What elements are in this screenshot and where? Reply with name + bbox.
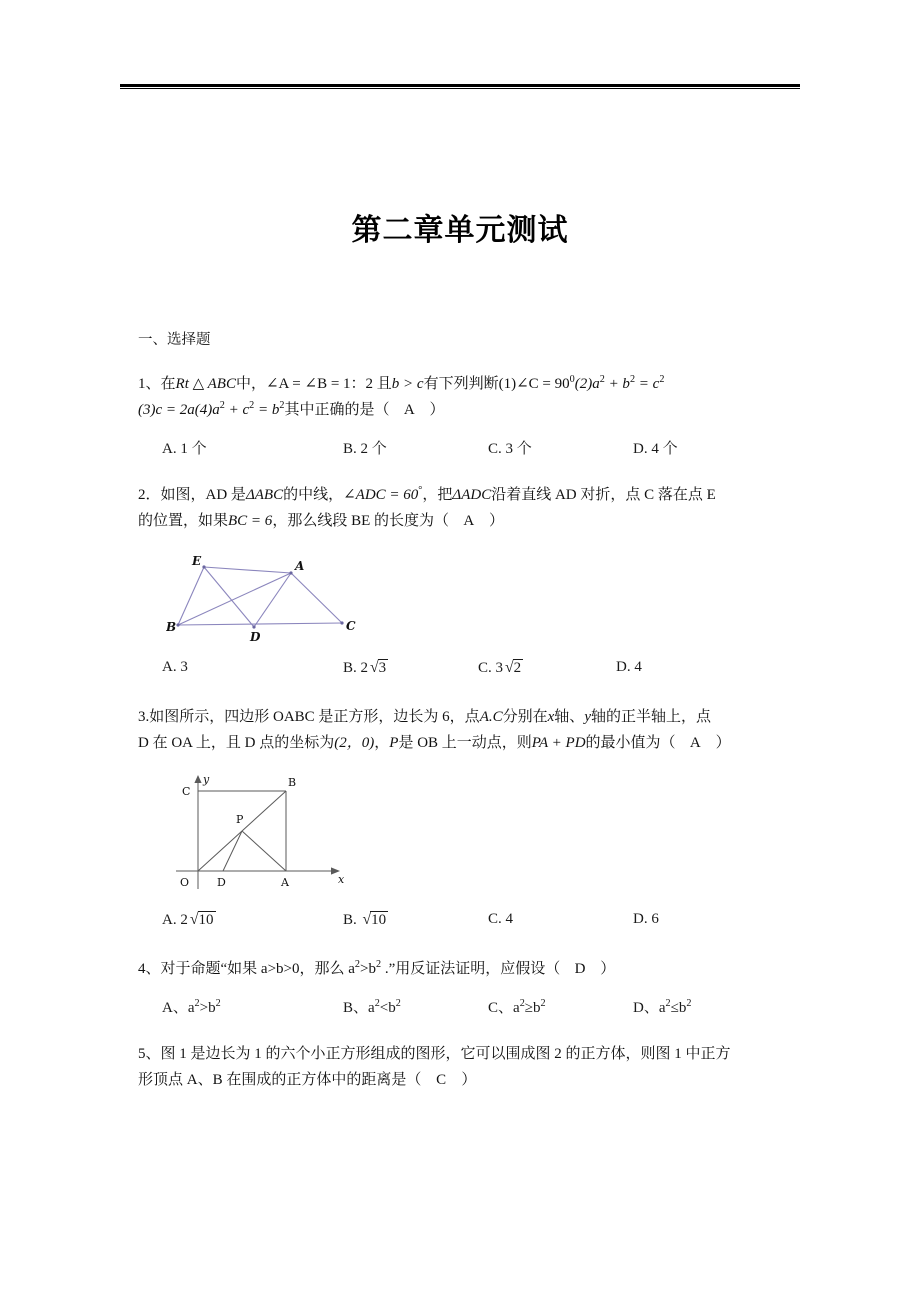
question-3-text-g: 是 OB 上一动点，则	[398, 734, 532, 751]
question-1-text-a: 在	[160, 375, 176, 392]
option-base1: a	[513, 1000, 520, 1017]
option-coefficient: 3	[495, 659, 504, 676]
radical-icon: √10	[362, 910, 387, 928]
option-relation: <	[379, 1000, 389, 1017]
question-3-figure	[166, 771, 818, 901]
question-3-answer: A	[689, 734, 702, 751]
option-key: B、	[343, 1000, 369, 1017]
question-2-text-b: 的中线，	[283, 487, 344, 504]
question-2	[138, 483, 818, 535]
question-1-option-a[interactable]	[162, 437, 207, 458]
question-1-item4-sup2: 2	[249, 399, 255, 411]
point-label-A: A	[281, 875, 289, 889]
question-2-option-b[interactable]	[343, 659, 388, 677]
question-2-answer: A	[463, 513, 475, 530]
question-1-item2-a: (2)a	[574, 375, 600, 392]
triangle-label-B: B	[166, 619, 177, 634]
option-text: 1 个	[180, 441, 207, 458]
question-4-text-c: .”用反证法证明，应假设（	[381, 960, 561, 977]
question-3-text-e: D 在 OA 上，且 D 点的坐标为	[138, 734, 335, 751]
question-1-item4-a: (4)a	[194, 401, 220, 418]
question-1-item2-sup2: 2	[629, 373, 636, 385]
question-4-options	[138, 996, 818, 1026]
question-3-math-ac: A.C	[479, 708, 503, 725]
question-1-item2-b: + b	[604, 375, 630, 392]
triangle-label-A: A	[295, 558, 305, 573]
question-1-math-rt-abc: Rt △ ABC	[175, 375, 236, 392]
point-label-B: B	[288, 775, 297, 789]
question-4-option-c[interactable]	[488, 996, 546, 1017]
option-key: C.	[488, 441, 502, 458]
question-2-number: 2．	[138, 487, 161, 504]
option-relation: ≥	[524, 1000, 534, 1017]
question-1-item1-sup: 0	[569, 373, 575, 385]
question-2-text-f: ，那么线段 BE 的长度为（	[272, 513, 449, 530]
question-2-option-d[interactable]	[616, 659, 642, 676]
radical-icon: √2	[505, 658, 522, 676]
option-base2: b	[208, 1000, 216, 1017]
question-1-number: 1、	[138, 375, 161, 392]
question-1-item1: (1)∠C = 90	[498, 375, 570, 392]
question-3-math-pa-pd: PA + PD	[531, 734, 586, 751]
axis-label-x: x	[338, 872, 345, 886]
question-1-text-c: 有下列判断	[423, 375, 499, 392]
radicand: 3	[378, 659, 387, 676]
axis-label-y: y	[203, 772, 210, 786]
option-key: C、	[488, 1000, 514, 1017]
question-5-text-b: 形顶点 A、B 在围成的正方体中的距离是（	[138, 1072, 422, 1089]
option-coefficient: 2	[360, 659, 369, 676]
question-4-text-a: 对于命题“如果 a>b>0，那么 a	[160, 960, 355, 977]
question-3-option-a[interactable]	[162, 911, 216, 929]
option-key: D、	[633, 1000, 659, 1017]
question-5-answer: C	[436, 1072, 447, 1089]
option-sup1: 2	[519, 998, 525, 1010]
question-1-item3: (3)c = 2a	[138, 401, 195, 418]
header-rule-thin	[120, 88, 800, 89]
question-3-text-c: 轴、	[554, 708, 585, 725]
question-2-math-adc-angle: ∠ADC = 60	[343, 487, 419, 504]
question-4	[138, 957, 818, 983]
option-sup1: 2	[665, 998, 671, 1010]
question-1-item2-sup3: 2	[659, 373, 665, 385]
option-sup1: 2	[374, 998, 380, 1010]
question-1-option-d[interactable]	[633, 437, 678, 458]
option-key: A.	[162, 441, 177, 458]
question-2-text-e: 的位置，如果	[138, 513, 229, 530]
question-3-text-b: 分别在	[502, 708, 548, 725]
question-3-text-f: ，	[374, 734, 390, 751]
radicand: 10	[371, 911, 387, 928]
question-1-item4-sup1: 2	[219, 399, 225, 411]
question-4-sup1: 2	[354, 958, 361, 970]
triangle-label-E: E	[192, 553, 202, 568]
question-2-math-bc: BC = 6	[228, 513, 273, 530]
question-3-number: 3.	[138, 708, 150, 725]
option-base2: b	[388, 1000, 396, 1017]
radical-icon: √10	[189, 910, 214, 928]
question-3-options	[138, 911, 818, 941]
question-5	[138, 1042, 818, 1094]
option-key: A.	[162, 911, 177, 928]
point-label-O: O	[180, 875, 190, 889]
question-4-answer: D	[574, 960, 586, 977]
option-text: 4 个	[651, 441, 678, 458]
question-3-axis-y: y	[584, 708, 591, 725]
question-4-paren: ）	[600, 960, 616, 977]
question-2-figure	[166, 549, 818, 649]
option-key: D.	[633, 910, 648, 927]
question-2-options	[138, 659, 818, 689]
option-relation: ≤	[670, 1000, 679, 1017]
triangle-label-D: D	[250, 629, 261, 644]
point-label-D: D	[217, 875, 226, 889]
question-2-text-d: 沿着直线 AD 对折，点 C 落在点 E	[491, 487, 716, 504]
header-rule	[120, 84, 800, 89]
question-2-degree: °	[418, 485, 423, 497]
question-2-text-c: ，把	[422, 487, 453, 504]
option-key: A.	[162, 658, 177, 675]
question-2-paren: ）	[488, 513, 504, 530]
radicand: 2	[513, 659, 522, 676]
question-4-option-b[interactable]	[343, 996, 401, 1017]
option-base2: b	[533, 1000, 541, 1017]
option-key: A、	[162, 1000, 188, 1017]
question-3-option-c[interactable]	[488, 911, 513, 928]
option-text: 3 个	[505, 441, 532, 458]
question-1-item4-sup3: 2	[279, 399, 285, 411]
document-body	[138, 330, 818, 1108]
question-2-math-adc: ΔADC	[452, 487, 492, 504]
question-5-number: 5、	[138, 1046, 161, 1063]
question-4-sup2: 2	[375, 958, 382, 970]
question-2-option-a[interactable]	[162, 659, 188, 676]
option-base1: a	[187, 1000, 195, 1017]
point-label-P: P	[236, 812, 244, 826]
option-base1: a	[368, 1000, 375, 1017]
question-3	[138, 705, 818, 757]
option-key: B.	[343, 659, 357, 676]
question-3-axis-x: x	[547, 708, 555, 725]
option-text: 6	[651, 910, 659, 927]
square-oabc-coordinate-diagram	[166, 771, 376, 896]
question-1-option-c[interactable]	[488, 437, 532, 458]
option-base2: b	[678, 1000, 687, 1017]
option-text: 4	[634, 658, 642, 675]
option-coefficient: 2	[180, 911, 188, 928]
option-key: D.	[633, 441, 648, 458]
option-sup2: 2	[395, 998, 401, 1010]
question-1-math-bc: b > c	[391, 375, 424, 392]
option-key: B.	[343, 911, 357, 928]
question-1	[138, 372, 818, 424]
question-4-option-d[interactable]	[633, 996, 691, 1017]
option-key: C.	[478, 659, 492, 676]
option-sup2: 2	[686, 998, 692, 1010]
question-1-item2-c: = c	[635, 375, 660, 392]
question-3-option-d[interactable]	[633, 911, 659, 928]
question-3-math-p: P	[389, 734, 399, 751]
question-2-math-abc: ΔABC	[245, 487, 284, 504]
question-2-text-a: 如图，AD 是	[160, 487, 246, 504]
option-base1: a	[658, 1000, 666, 1017]
point-label-C: C	[182, 784, 191, 798]
question-4-text-b: >b	[360, 960, 376, 977]
question-1-item2-sup1: 2	[599, 373, 605, 385]
question-3-text-h: 的最小值为（	[585, 734, 676, 751]
option-sup2: 2	[540, 998, 546, 1010]
option-text: 3	[180, 658, 188, 675]
question-3-math-coord: (2，0)	[334, 734, 375, 751]
question-3-text-a: 如图所示，四边形 OABC 是正方形，边长为 6，点	[149, 708, 480, 725]
question-5-text-a: 图 1 是边长为 1 的六个小正方形组成的图形，它可以围成图 2 的正方体，则图 1 中正方	[160, 1046, 731, 1063]
question-3-paren: ）	[715, 734, 731, 751]
question-1-item4-b: + c	[224, 401, 250, 418]
section-heading: 一、选择题	[138, 332, 211, 348]
option-relation: >	[199, 1000, 209, 1017]
question-1-item4-c: = b	[254, 401, 280, 418]
question-1-answer: A	[403, 401, 416, 418]
triangle-abc-fold-diagram	[166, 549, 376, 644]
page-title: 第二章单元测试	[351, 213, 569, 248]
question-5-paren: ）	[461, 1072, 477, 1089]
option-sup2: 2	[215, 998, 221, 1010]
question-1-options	[138, 437, 818, 467]
triangle-label-C: C	[346, 618, 356, 633]
option-key: B.	[343, 441, 357, 458]
question-1-option-b[interactable]	[343, 437, 387, 458]
question-1-text-b: 中，∠A = ∠B = 1：2 且	[235, 375, 392, 392]
question-4-number: 4、	[138, 960, 161, 977]
radicand: 10	[198, 911, 214, 928]
question-3-text-d: 轴的正半轴上，点	[590, 708, 711, 725]
question-1-paren: ）	[429, 401, 445, 418]
radical-icon: √3	[370, 658, 387, 676]
question-1-tail: 其中正确的是（	[284, 401, 390, 418]
option-text: 2 个	[360, 441, 387, 458]
option-key: D.	[616, 658, 631, 675]
question-4-option-a[interactable]	[162, 996, 221, 1017]
question-2-option-c[interactable]	[478, 659, 523, 677]
question-3-option-b[interactable]	[343, 911, 388, 929]
option-key: C.	[488, 910, 502, 927]
option-sup1: 2	[194, 998, 200, 1010]
option-text: 4	[505, 910, 514, 927]
